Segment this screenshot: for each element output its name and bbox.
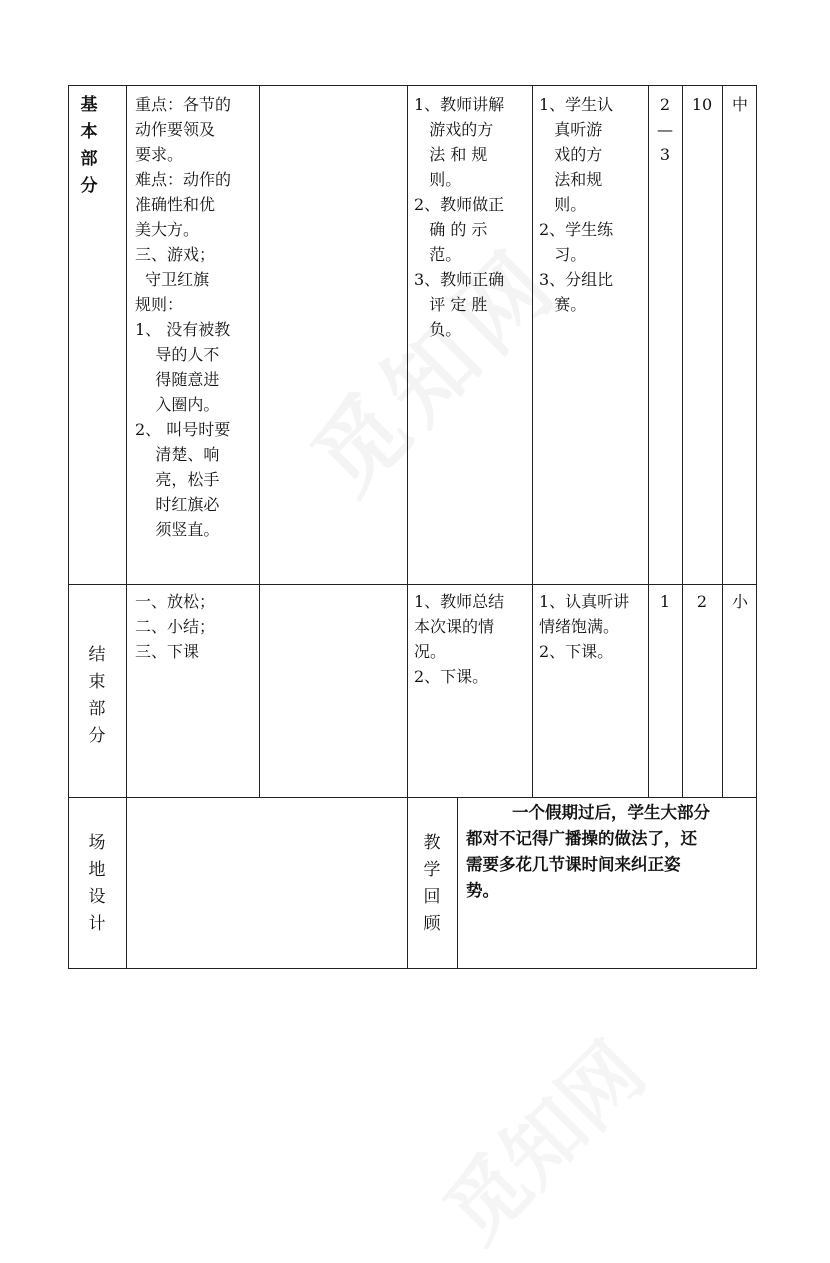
review-text: 一个假期过后，学生大部分 都对不记得广播操的做法了，还 需要多花几节课时间来纠正姿 势。	[466, 803, 710, 900]
watermark-bottom	[414, 1012, 665, 1263]
basic-section-label: 基 本 部 分	[80, 95, 98, 196]
end-student-activity: 1、认真听讲 情绪饱满。 2、下课。	[539, 592, 630, 661]
venue-label: 场 地 设 计	[88, 833, 106, 934]
end-teacher-activity: 1、教师总结 本次课的情 况。 2、下课。	[414, 592, 505, 686]
review-label: 教 学 回 顾	[423, 833, 441, 934]
end-minutes: 2	[696, 592, 708, 611]
end-section-content: 一、放松； 二、小结； 三、下课	[135, 592, 216, 661]
basic-section-content: 重点：各节的 动作要领及 要求。 难点：动作的 准确性和优 美大方。 三、游戏； 守卫红旗 规则： 1、 没有被教 导的人不 得随意进 入圈内。 2、 叫号时要 清楚、响 亮，松手 时红旗必 须竖直。	[135, 95, 232, 539]
basic-teacher-activity: 1、教师讲解 游戏的方 法 和 规 则。 2、教师做正 确 的 示 范。 3、教师正确 评 定 胜 负。	[414, 95, 505, 339]
basic-minutes: 10	[691, 95, 713, 114]
end-times: 1	[659, 592, 671, 611]
end-section-label: 结 束 部 分	[88, 645, 106, 746]
end-intensity: 小	[731, 592, 748, 611]
basic-intensity: 中	[731, 95, 748, 114]
basic-times: 2 — 3	[657, 95, 673, 164]
basic-student-activity: 1、学生认 真听游 戏的方 法和规 则。 2、学生练 习。 3、分组比 赛。	[539, 95, 614, 314]
